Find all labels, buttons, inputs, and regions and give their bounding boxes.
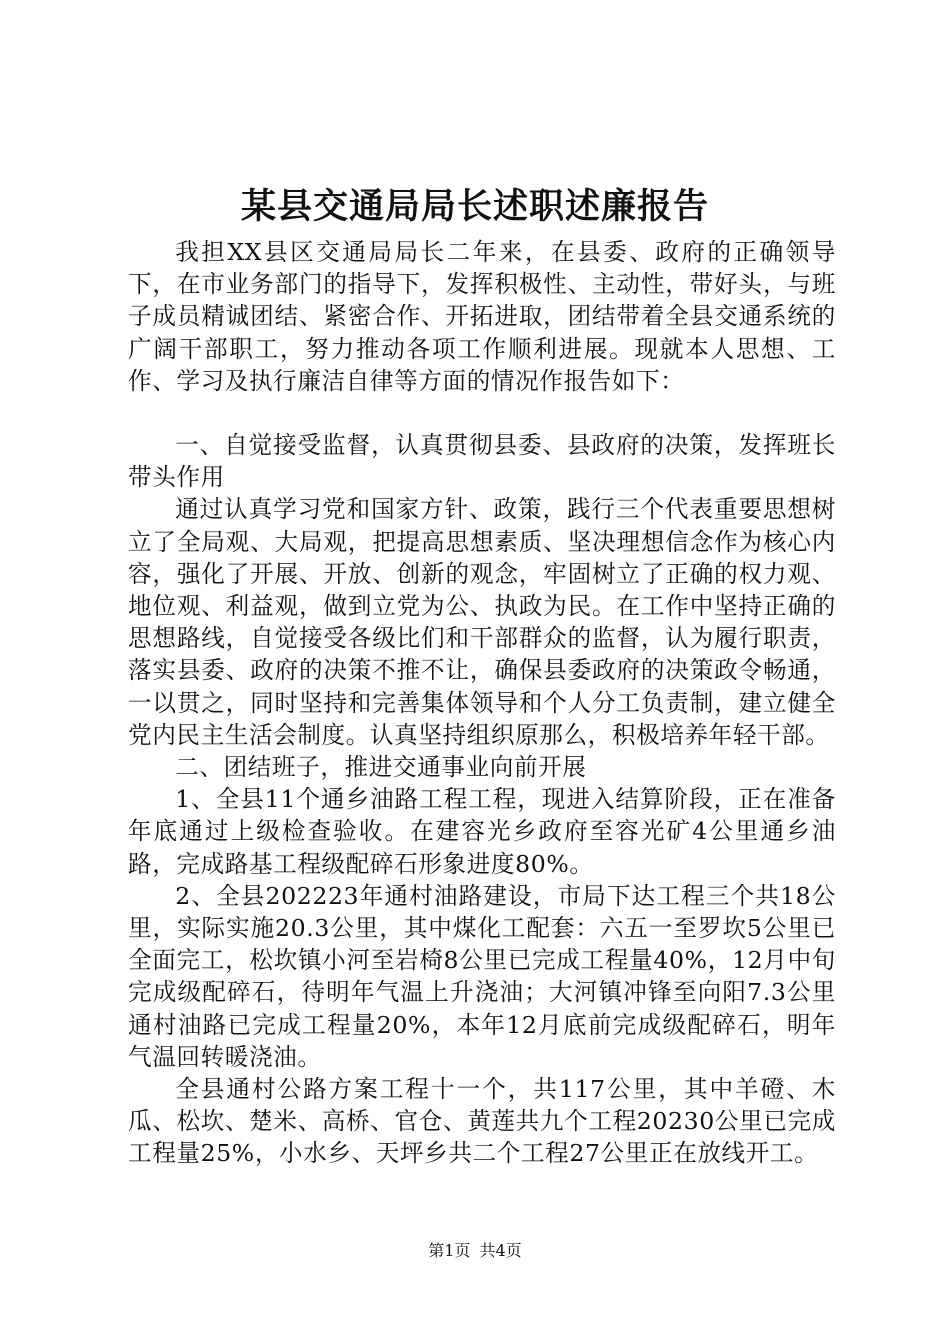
paragraph-section-1: 通过认真学习党和国家方针、政策，践行三个代表重要思想树立了全局观、大局观，把提高思想素质、坚决理想信念作为核心内容，强化了开展、开放、创新的观念，牢固树立了正确的权力观、地位观、利益观，做到立党为公、执政为民。在工作中坚持正确的思想路线，自觉接受各级比们和干部群众的监督，认为履行职责，落实县委、政府的决策不推不让，确保县委政府的决策政令畅通，一以贯之，同时坚持和完善集体领导和个人分工负责制，建立健全党内民主生活会制度。认真坚持组织原那么，积极培养年轻干部。 [128,495,836,749]
paragraph-item-2: 2、全县202223年通村油路建设，市局下达工程三个共18公里，实际实施20.3公里，其中煤化工配套：六五一至罗坎5公里已全面完工，松坎镇小河至岩椅8公里已完成工程量40%，12月中旬完成级配碎石，待明年气温上升浇油；大河镇冲锋至向阳7.3公里通村油路已完成工程量20%，本年12月底前完成级配碎石，明年气温回转暖浇油。 [128,881,836,1071]
section-heading-1: 一、自觉接受监督，认真贯彻县委、县政府的决策，发挥班长带头作用 [128,431,836,492]
paragraph-village-roads: 全县通村公路方案工程十一个，共117公里，其中羊磴、木瓜、松坎、楚米、高桥、官仓、黄莲共九个工程20230公里已完成工程量25%，小水乡、天坪乡共二个工程27公里正在放线开工。 [128,1075,836,1168]
paragraph-gap [128,397,836,429]
page-total: 共4页 [479,1241,522,1260]
document-title: 某县交通局局长述职述廉报告 [240,186,709,227]
section-heading-2: 二、团结班子，推进交通事业向前开展 [175,753,587,782]
paragraph-item-1: 1、全县11个通乡油路工程工程，现进入结算阶段，正在准备年底通过上级检查验收。在建容光乡政府至容光矿4公里通乡油路，完成路基工程级配碎石形象进度80%。 [128,785,836,878]
page-number: 第1页 [428,1241,471,1260]
document-body [128,236,836,1170]
paragraph-intro: 我担XX县区交通局局长二年来，在县委、政府的正确领导下，在市业务部门的指导下，发挥积极性、主动性，带好头，与班子成员精诚团结、紧密合作、开拓进取，团结带着全县交通系统的广阔干部职工，努力推动各项工作顺利进展。现就本人思想、工作、学习及执行廉洁自律等方面的情况作报告如下： [128,238,836,395]
page-footer [0,1240,950,1262]
